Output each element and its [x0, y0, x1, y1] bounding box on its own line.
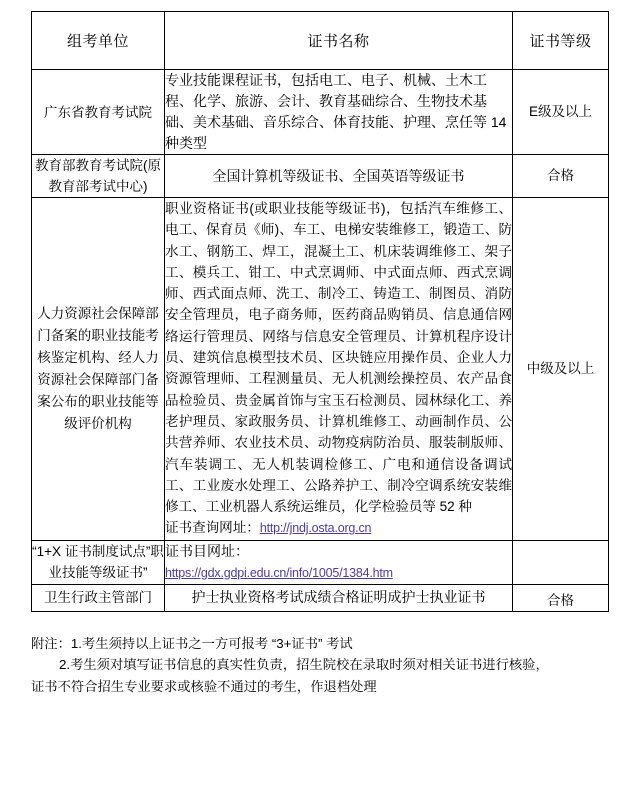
- cell-certificate-level: 合格: [513, 155, 609, 198]
- column-header-name: 证书名称: [165, 12, 513, 70]
- cell-unit: 卫生行政主管部门: [32, 584, 165, 611]
- certificate-list-text: 职业资格证书(或职业技能等级证书)，包括汽车维修工、电工、保育员《师)、车工、电梯安装维修工，锻造工、防水工、钢筋工、焊工，混凝土工、机床装调维修工、架子工、模兵工、钳工、中式烹调师、中式面点师、西式烹调师、西式面点师、洗工、制冷工、铸造工、制图员、消防安全管理员，电子商务师，医药商品购销员、信息通信网络运行管理员、网络与信息安全管理员、计算机程序设计员、建筑信息模型技术员、区块链应用操作员、企业人力资源管理师、工程测量员、无人机测绘操控员、农产品食品检验员、贵金属首饰与宝玉石检测员、园林绿化工、养老护理员、家政服务员、计算机维修工、动画制作员、公共营养师、农业技术员、动物疫病防治员、服装制版师、汽车装调工、无人机装调检修工、广电和通信设备调试工、工业废水处理工、公路养护工、制冷空调系统安装维修工、工业机器人系统运维员，化学检验员等 52 种: [165, 201, 512, 515]
- table-row: [32, 70, 609, 155]
- cell-certificate-name: [165, 198, 513, 541]
- cell-certificate-level: 中级及以上: [513, 198, 609, 541]
- certificate-directory-line: [165, 562, 512, 584]
- certificate-directory-link[interactable]: https://gdx.gdpi.edu.cn/info/1005/1384.htm: [165, 565, 393, 580]
- cell-certificate-name: 专业技能课程证书，包括电工、电子、机械、土木工程、化学、旅游、会计、教育基础综合、生物技术基础、美术基础、音乐综合、体育技能、护理、烹任等 14 种类型: [165, 70, 513, 155]
- cell-certificate-level: [513, 540, 609, 584]
- cell-unit: [32, 198, 165, 541]
- certificate-query-label: 证书查询网址：: [165, 520, 260, 536]
- cell-certificate-level: E级及以上: [513, 70, 609, 155]
- cell-unit: 教育部教育考试院(原教育部考试中心): [32, 155, 165, 198]
- column-header-level: 证书等级: [513, 12, 609, 70]
- table-header-row: [32, 12, 609, 70]
- certificate-query-line: [165, 517, 512, 539]
- certificate-directory-label: 证书目网址：: [165, 542, 249, 559]
- table-row: [32, 540, 609, 584]
- table-row: [32, 584, 609, 611]
- footnote-line-3: 证书不符合招生专业要求或核验不通过的考生，作退档处理: [31, 678, 377, 694]
- cell-certificate-name: [165, 540, 513, 584]
- cell-unit: “1+X 证书制度试点”职业技能等级证书”: [32, 540, 165, 584]
- column-header-unit: 组考单位: [32, 12, 165, 70]
- cell-unit-text: 人力资源社会保障部门备案的职业技能考核鉴定机构、经人力资源社会保障部门备案公布的职业技能等级评价机构: [37, 305, 159, 431]
- table-row: [32, 198, 609, 541]
- certificate-query-link[interactable]: http://jndj.osta.org.cn: [259, 521, 372, 536]
- certificate-table: [31, 11, 609, 612]
- cell-unit: 广东省教育考试院: [32, 70, 165, 155]
- footnote-line-2: 2.考生须对填写证书信息的真实性负责，招生院校在录取时须对相关证书进行核验，: [59, 657, 549, 673]
- cell-certificate-level: 合格: [513, 584, 609, 611]
- footnotes: [31, 633, 608, 698]
- cell-certificate-name: 护士执业资格考试成绩合格证明成护士执业证书: [165, 584, 513, 611]
- cell-certificate-name: 全国计算机等级证书、全国英语等级证书: [165, 155, 513, 198]
- table-body: [32, 70, 609, 612]
- table-row: [32, 155, 609, 198]
- table-header: [32, 12, 609, 70]
- footnote-line-1: 附注：1.考生须持以上证书之一方可报考 “3+证书” 考试: [31, 635, 353, 651]
